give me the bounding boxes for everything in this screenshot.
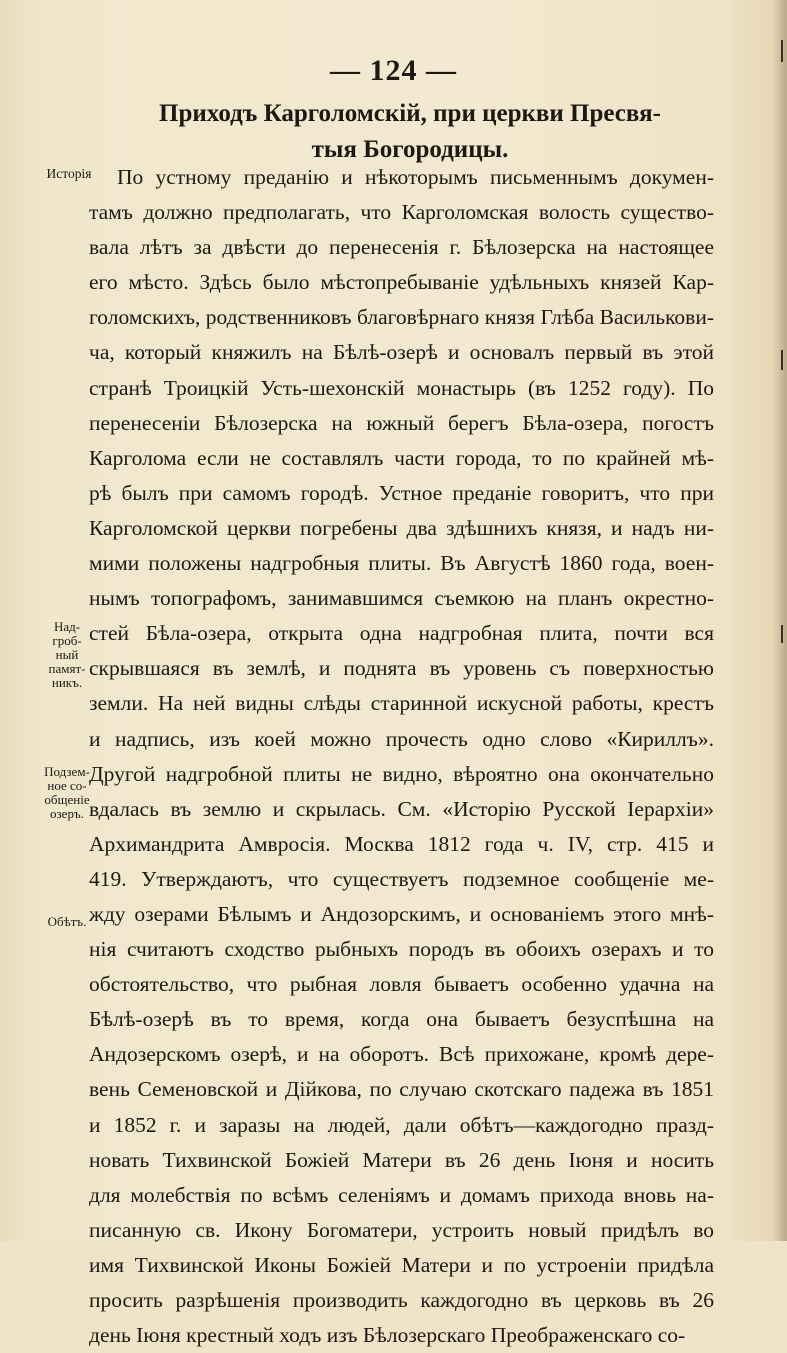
text-line: имя Тихвинской Иконы Божiей Матери и по устроенiи придѣла (89, 1252, 714, 1277)
margin-note-underground: Подзем- ное со- общенiе озеръ. (44, 764, 90, 821)
text-line: голомскихъ, родственниковъ благовѣрнаго князя Глѣба Василькови- (89, 305, 714, 330)
margin-note-history: Исторiя (46, 166, 92, 181)
margin-note-tombstone: Над- гроб- ный памят- никъ. (48, 619, 86, 690)
text-line: Другой надгробной плиты не видно, вѣроятно она окончательно (89, 761, 714, 786)
text-line: Андозерскомъ озерѣ, и на оборотъ. Всѣ прихожане, кромѣ дере- (89, 1042, 714, 1067)
text-line: и надпись, изъ коей можно прочесть одно слово «Кириллъ». (89, 726, 714, 751)
text-line: писанную св. Икону Богоматери, устроить новый придѣлъ во (89, 1217, 714, 1242)
text-line: Карголома если не составлялъ части города, то по крайней мѣ- (89, 445, 714, 470)
text-line: его мѣсто. Здѣсь было мѣстопребыванiе удѣльныхъ князей Кар- (89, 270, 714, 295)
text-line: нымъ топографомъ, занимавшимся съемкою на планъ окрестно- (89, 586, 714, 611)
text-line: 419. Утверждаютъ, что существуетъ подземное сообщенiе ме- (89, 866, 714, 891)
edge-mark (781, 625, 783, 643)
text-line: странѣ Троицкiй Усть-шехонскiй монастырь (въ 1252 году). По (89, 375, 714, 400)
text-line: просить разрѣшенiя производить каждогодно въ церковь въ 26 (89, 1288, 714, 1312)
text-line: мими положены надгробныя плиты. Въ Августѣ 1860 года, воен- (89, 551, 714, 576)
text-line: нiя считаютъ сходство рыбныхъ породъ въ обоихъ озерахъ и то (89, 937, 714, 962)
text-line: стей Бѣла-озера, открыта одна надгробная плита, почти вся (89, 621, 714, 646)
text-line: день Iюня крестный ходъ изъ Бѣлозерскаго Преображенскаго со- (89, 1323, 686, 1348)
text-line: обстоятельство, что рыбная ловля бываетъ особенно удачна на (89, 972, 714, 997)
text-line: скрывшаяся въ землѣ, и поднята въ уровень съ поверхностью (89, 656, 714, 681)
text-line: вень Семеновской и Дiйкова, по случаю скотскаго падежа въ 1851 (89, 1077, 714, 1102)
body-text (89, 160, 714, 1353)
text-line: ча, который княжилъ на Бѣлѣ-озерѣ и основалъ первый въ этой (89, 340, 714, 365)
text-line: Бѣлѣ-озерѣ въ то время, когда она бываетъ безуспѣшна на (89, 1007, 714, 1032)
edge-mark (781, 350, 783, 370)
text-line: вдалась въ землю и скрылась. См. «Исторiю Русской Iерархiи» (89, 796, 714, 821)
text-line: Архимандрита Амвросiя. Москва 1812 года ч. IV, стр. 415 и (89, 831, 714, 856)
text-line: рѣ былъ при самомъ городѣ. Устное преданiе говоритъ, что при (89, 480, 714, 505)
text-line: новать Тихвинской Божiей Матери въ 26 день Iюня и носить (89, 1147, 714, 1172)
page-number: — 124 — (330, 54, 457, 87)
title-line-2: тыя Богородицы. (311, 136, 509, 163)
text-line: перенесенiи Бѣлозерска на южный берегъ Бѣла-озера, погостъ (89, 410, 714, 435)
text-line: для молебствiя по всѣмъ селенiямъ и домамъ прихода вновь на- (89, 1182, 714, 1207)
text-line: Карголомской церкви погребены два здѣшнихъ князя, и надъ ни- (89, 515, 714, 540)
section-title (90, 96, 730, 168)
margin-note-vow: Обѣтъ. (47, 914, 87, 929)
text-line: земли. На ней видны слѣды старинной искусной работы, крестъ (89, 691, 714, 716)
text-line: и 1852 г. и заразы на людей, дали обѣтъ—каждогодно празд- (89, 1112, 714, 1137)
text-line: вала лѣтъ за двѣсти до перенесенiя г. Бѣлозерска на настоящее (89, 235, 714, 260)
page-edge-shadow (773, 0, 787, 1241)
edge-mark (781, 40, 783, 62)
text-line: тамъ должно предполагать, что Карголомская волость существо- (89, 200, 714, 225)
text-line: По устному преданiю и нѣкоторымъ письменнымъ докумен- (117, 165, 714, 189)
text-line: жду озерами Бѣлымъ и Андозорскимъ, и основанiемъ этого мнѣ- (89, 901, 714, 926)
title-line-1: Приходъ Карголомскiй, при церкви Пресвя- (159, 100, 661, 127)
